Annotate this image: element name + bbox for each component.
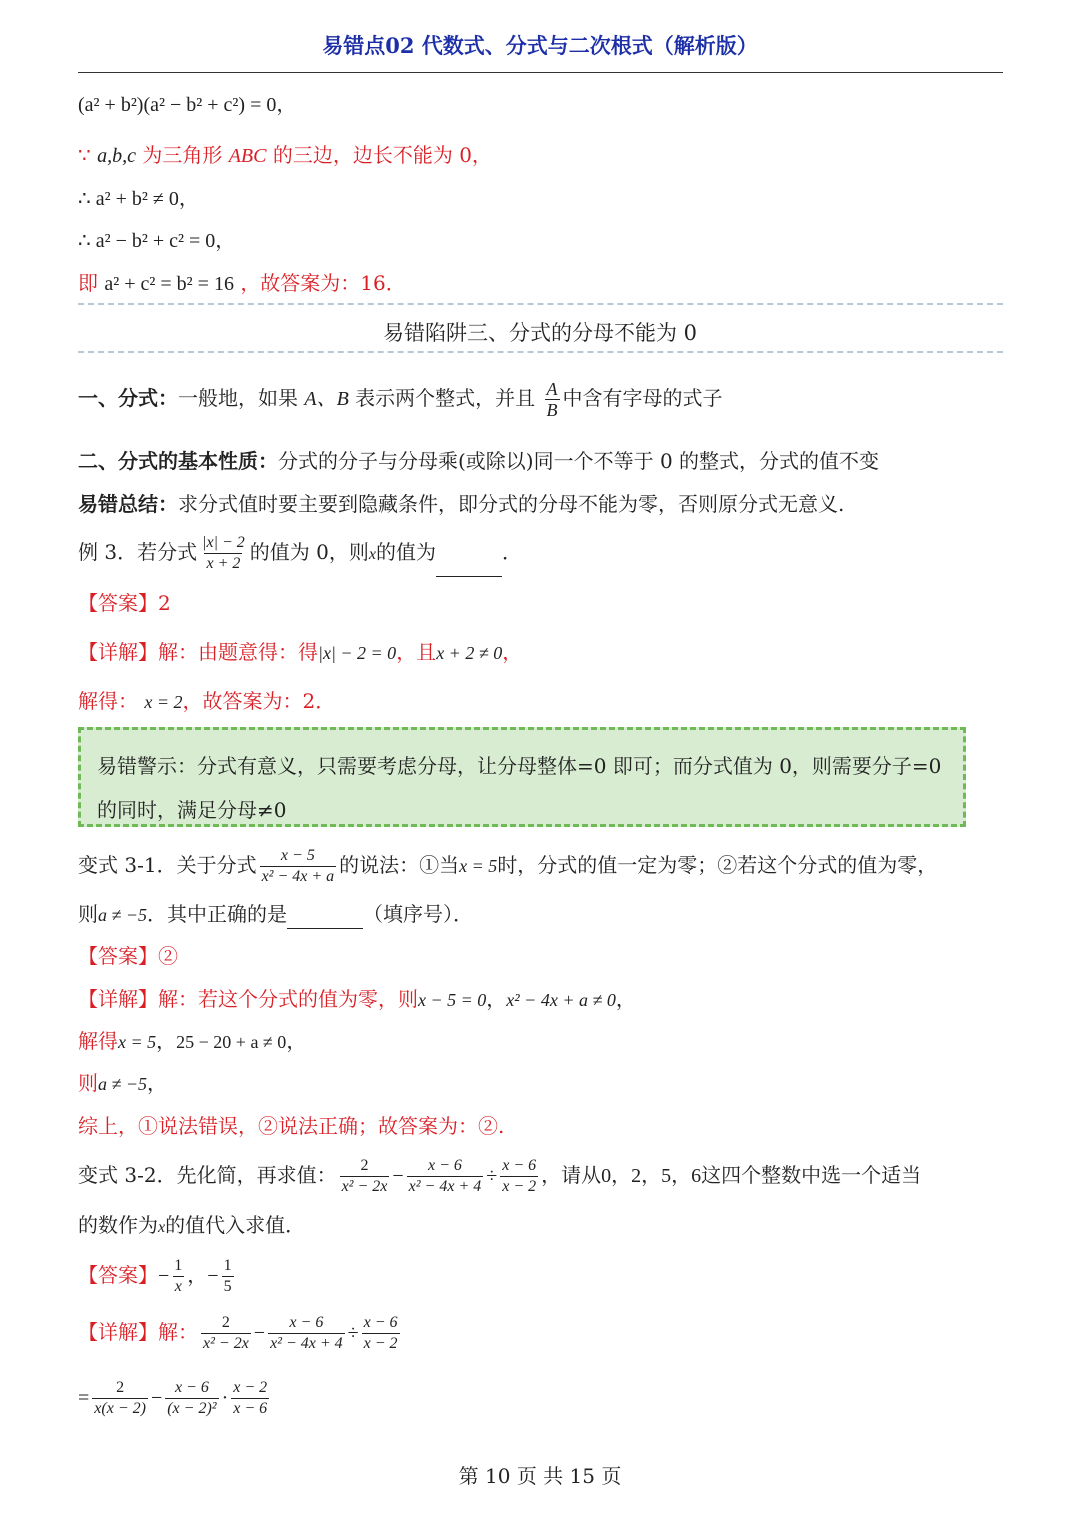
example-3-var: x xyxy=(368,546,376,563)
answer-2-fraction xyxy=(222,1256,234,1297)
variant-3-2-fraction-2 xyxy=(407,1156,484,1197)
variant-3-2-text-b: 这四个整数中选一个适当 xyxy=(701,1163,922,1187)
example-3-suffix: 的值为 xyxy=(376,540,436,564)
fraction-denominator: x − 2 xyxy=(502,1178,537,1195)
answer-label: 【答案】 xyxy=(78,591,158,615)
example-3-solve xyxy=(78,687,335,716)
solve-tail: ，故答案为：2． xyxy=(182,689,336,713)
variant-3-1-text-b: 时，分式的值一定为零；②若这个分式的值为零， xyxy=(497,853,938,877)
conclusion-pre: 即 xyxy=(78,271,98,295)
solve-label: 解得 xyxy=(78,1029,118,1053)
definition-1-text-a: 一般地，如果 xyxy=(178,386,298,410)
variant-3-2-text-a: ，请从 xyxy=(541,1163,602,1187)
definition-1 xyxy=(78,378,723,420)
variant-3-1-summary: 综上，①说法错误，②说法正确；故答案为：②. xyxy=(78,1114,505,1138)
warning-text: 易错警示：分式有意义，只需要考虑分母，让分母整体=0 即可；而分式值为 0，则需要分子=0 的同时，满足分母≠0 xyxy=(97,754,942,822)
detail-fraction-2 xyxy=(268,1313,345,1354)
detail-label: 【详解】 xyxy=(78,1320,158,1344)
definition-1-fraction xyxy=(545,379,560,420)
minus-sign: − xyxy=(253,1322,266,1344)
answer-2-sign: − xyxy=(207,1265,219,1287)
variant-3-1-fraction xyxy=(260,846,337,887)
fraction-numerator: 2 xyxy=(360,1157,369,1174)
fraction-denominator: B xyxy=(546,400,558,420)
definition-2-label: 二、分式的基本性质： xyxy=(78,449,278,473)
detail-label: 【详解】 xyxy=(78,640,158,664)
page-footer: 第 10 页 共 15 页 xyxy=(458,1464,622,1488)
variant-3-2-line2-b: 的值代入求值． xyxy=(165,1213,306,1237)
divide-sign: ÷ xyxy=(486,1165,498,1187)
variant-3-2-line2-a: 的数作为 xyxy=(78,1213,158,1237)
variant-3-1-then xyxy=(78,1069,167,1098)
answer-value: ② xyxy=(158,944,178,968)
detail-fraction-1 xyxy=(201,1313,251,1354)
fraction-denominator: x(x − 2) xyxy=(94,1400,146,1417)
variant-3-1-question-line-1 xyxy=(78,842,937,889)
example-3-answer xyxy=(78,589,171,617)
minus-sign: − xyxy=(150,1387,163,1409)
fraction-denominator: (x − 2)² xyxy=(167,1400,217,1417)
variant-3-2-prefix: 变式 3-2．先化简，再求值： xyxy=(78,1163,337,1187)
definition-1-text-b: 表示两个整式，并且 xyxy=(355,386,536,410)
answer-label: 【答案】 xyxy=(78,1263,158,1287)
example-3-end: ． xyxy=(502,540,522,564)
fraction-denominator: x² − 4x + 4 xyxy=(408,1178,482,1195)
answer-value: 2 xyxy=(158,591,171,615)
example-3-detail xyxy=(78,638,522,667)
detail-text-a: 解：由题意得：得 xyxy=(158,640,318,664)
detail-equation-1: x − 5 = 0 xyxy=(418,990,487,1010)
equation-product: (a² + b²)(a² − b² + c²) = 0 xyxy=(78,94,277,116)
definition-1-vars: A、B xyxy=(304,388,349,410)
solve-sep: ， xyxy=(156,1029,177,1053)
variant-3-2-detail xyxy=(78,1309,403,1356)
then-label: 则 xyxy=(78,1071,98,1095)
equation-line-1 xyxy=(78,91,296,119)
page-header-title: 易错点02 代数式、分式与二次根式（解析版） xyxy=(322,33,758,58)
detail-label: 【详解】 xyxy=(78,987,158,1011)
summary-text: 求分式值时要主要到隐藏条件，即分式的分母不能为零，否则原分式无意义. xyxy=(178,492,845,516)
variant-3-2-question-line-2 xyxy=(78,1211,305,1242)
detail-text-b: ，且 xyxy=(396,640,437,664)
equation-tail: ， xyxy=(276,94,297,116)
since-text-2: 的三边，边长不能为 0， xyxy=(272,143,492,167)
variant-3-2-answer xyxy=(78,1252,237,1299)
then-equation: a ≠ −5 xyxy=(98,1074,148,1094)
fraction-denominator: x xyxy=(174,1278,182,1295)
variant-3-2-step xyxy=(78,1374,272,1421)
solve-equation-1: x = 5 xyxy=(118,1032,157,1052)
detail-expression xyxy=(198,1314,403,1352)
section-title: 易错陷阱三、分式的分母不能为 0 xyxy=(382,321,698,345)
therefore-line-2: ∴ a² − b² + c² = 0， xyxy=(78,230,236,252)
answer-blank xyxy=(287,908,363,929)
fraction-numerator: |x| − 2 xyxy=(202,534,245,551)
since-vars: a,b,c xyxy=(97,145,136,167)
since-text-1: 为三角形 xyxy=(142,143,223,167)
variant-3-2-question-line-1 xyxy=(78,1152,921,1199)
section-divider-bottom xyxy=(78,351,1003,353)
example-3-prefix: 例 3．若分式 xyxy=(78,540,198,564)
answer-1-sign: − xyxy=(158,1265,170,1287)
therefore-line-1: ∴ a² + b² ≠ 0， xyxy=(78,188,199,210)
solve-equation: x = 2 xyxy=(144,692,183,712)
detail-equation-2: x + 2 ≠ 0 xyxy=(436,643,503,663)
definition-2 xyxy=(78,447,879,475)
detail-sep: ， xyxy=(486,987,507,1011)
divide-sign: ÷ xyxy=(347,1322,359,1344)
fraction-denominator: x² − 2x xyxy=(203,1335,249,1352)
fraction-denominator: x² − 2x xyxy=(341,1178,388,1195)
variant-3-1-answer xyxy=(78,942,178,970)
solve-equation-2: 25 − 20 + a ≠ 0 xyxy=(176,1032,287,1052)
fraction-numerator: x − 5 xyxy=(280,847,315,864)
variant-3-2-line2-var: x xyxy=(158,1219,166,1236)
definition-1-text-c: 中含有字母的式子 xyxy=(562,386,723,410)
warning-box xyxy=(78,727,966,827)
fraction-numerator: 2 xyxy=(221,1314,230,1331)
fraction-numerator: x − 6 xyxy=(289,1314,324,1331)
variant-3-1-line2-c: （填序号）． xyxy=(363,902,474,926)
dot-sign: · xyxy=(221,1387,229,1409)
variant-3-2-fraction-3 xyxy=(500,1156,538,1197)
fraction-numerator: 1 xyxy=(174,1257,183,1274)
example-3-fraction xyxy=(200,533,247,574)
fraction-numerator: x − 6 xyxy=(363,1314,398,1331)
variant-3-1-question-line-2 xyxy=(78,900,473,929)
fraction-numerator: 1 xyxy=(223,1257,232,1274)
definition-1-label: 一、分式： xyxy=(78,386,178,410)
since-symbol: ∵ xyxy=(78,143,91,167)
equals-sign: = xyxy=(78,1387,90,1409)
variant-3-1-line2-b: ．其中正确的是 xyxy=(147,902,288,926)
definition-2-text: 分式的分子与分母乘(或除以)同一个不等于 0 的整式，分式的值不变 xyxy=(278,449,880,473)
variant-3-1-solve xyxy=(78,1027,306,1056)
conclusion-equation: a² + c² = b² = 16 xyxy=(104,273,234,295)
fraction-numerator: x − 6 xyxy=(428,1157,462,1174)
fraction-denominator: x² − 4x + a xyxy=(261,868,335,885)
answer-label: 【答案】 xyxy=(78,944,158,968)
since-abc: ABC xyxy=(228,145,267,167)
answer-separator: ， xyxy=(187,1263,208,1287)
fraction-numerator: x − 6 xyxy=(174,1379,209,1396)
variant-3-1-prefix: 变式 3-1．关于分式 xyxy=(78,853,257,877)
fraction-numerator: x − 2 xyxy=(233,1379,268,1396)
answer-1-fraction xyxy=(172,1256,184,1297)
minus-sign: − xyxy=(392,1165,404,1187)
solve-tail: ， xyxy=(286,1029,307,1053)
summary-label: 易错总结： xyxy=(78,492,178,516)
fraction-numerator: x − 6 xyxy=(502,1157,537,1174)
then-tail: ， xyxy=(147,1071,168,1095)
fraction-denominator: x − 6 xyxy=(233,1400,268,1417)
fraction-numerator: 2 xyxy=(116,1379,125,1396)
variant-3-1-text-a: 的说法：①当 xyxy=(339,853,460,877)
fraction-numerator: A xyxy=(546,379,558,399)
detail-fraction-3 xyxy=(362,1313,400,1354)
variant-3-1-condition: x = 5 xyxy=(459,856,498,876)
fraction-denominator: x + 2 xyxy=(206,555,241,572)
summary-line xyxy=(78,490,844,518)
fraction-denominator: 5 xyxy=(223,1278,232,1295)
variant-3-1-detail xyxy=(78,985,636,1014)
fraction-denominator: x² − 4x + 4 xyxy=(270,1335,343,1352)
header-rule xyxy=(78,72,1003,73)
conclusion-post: ，故答案为：16． xyxy=(240,271,406,295)
variant-3-2-fraction-1 xyxy=(340,1156,390,1197)
step-fraction-2 xyxy=(165,1378,218,1419)
section-divider-top xyxy=(78,303,1003,305)
example-3-mid: 的值为 0，则 xyxy=(249,540,369,564)
detail-text-a: 解： xyxy=(158,1320,198,1344)
solve-label: 解得： xyxy=(78,689,138,713)
fraction-denominator: x − 2 xyxy=(363,1335,398,1352)
example-3-question xyxy=(78,530,522,577)
detail-equation-2: x² − 4x + a ≠ 0 xyxy=(506,990,616,1010)
since-line xyxy=(78,141,492,170)
variant-3-2-numbers: 0，2，5，6 xyxy=(601,1165,702,1187)
detail-text-a: 解：若这个分式的值为零，则 xyxy=(158,987,418,1011)
detail-equation-1: |x| − 2 = 0 xyxy=(318,643,397,663)
answer-blank xyxy=(436,556,502,577)
step-fraction-1 xyxy=(92,1378,148,1419)
detail-text-c: ， xyxy=(502,640,523,664)
detail-tail: ， xyxy=(615,987,636,1011)
conclusion-line xyxy=(78,269,406,298)
variant-3-1-line2-a: 则 xyxy=(78,902,98,926)
variant-3-1-line2-eq: a ≠ −5 xyxy=(98,905,148,925)
step-fraction-3 xyxy=(231,1378,269,1419)
